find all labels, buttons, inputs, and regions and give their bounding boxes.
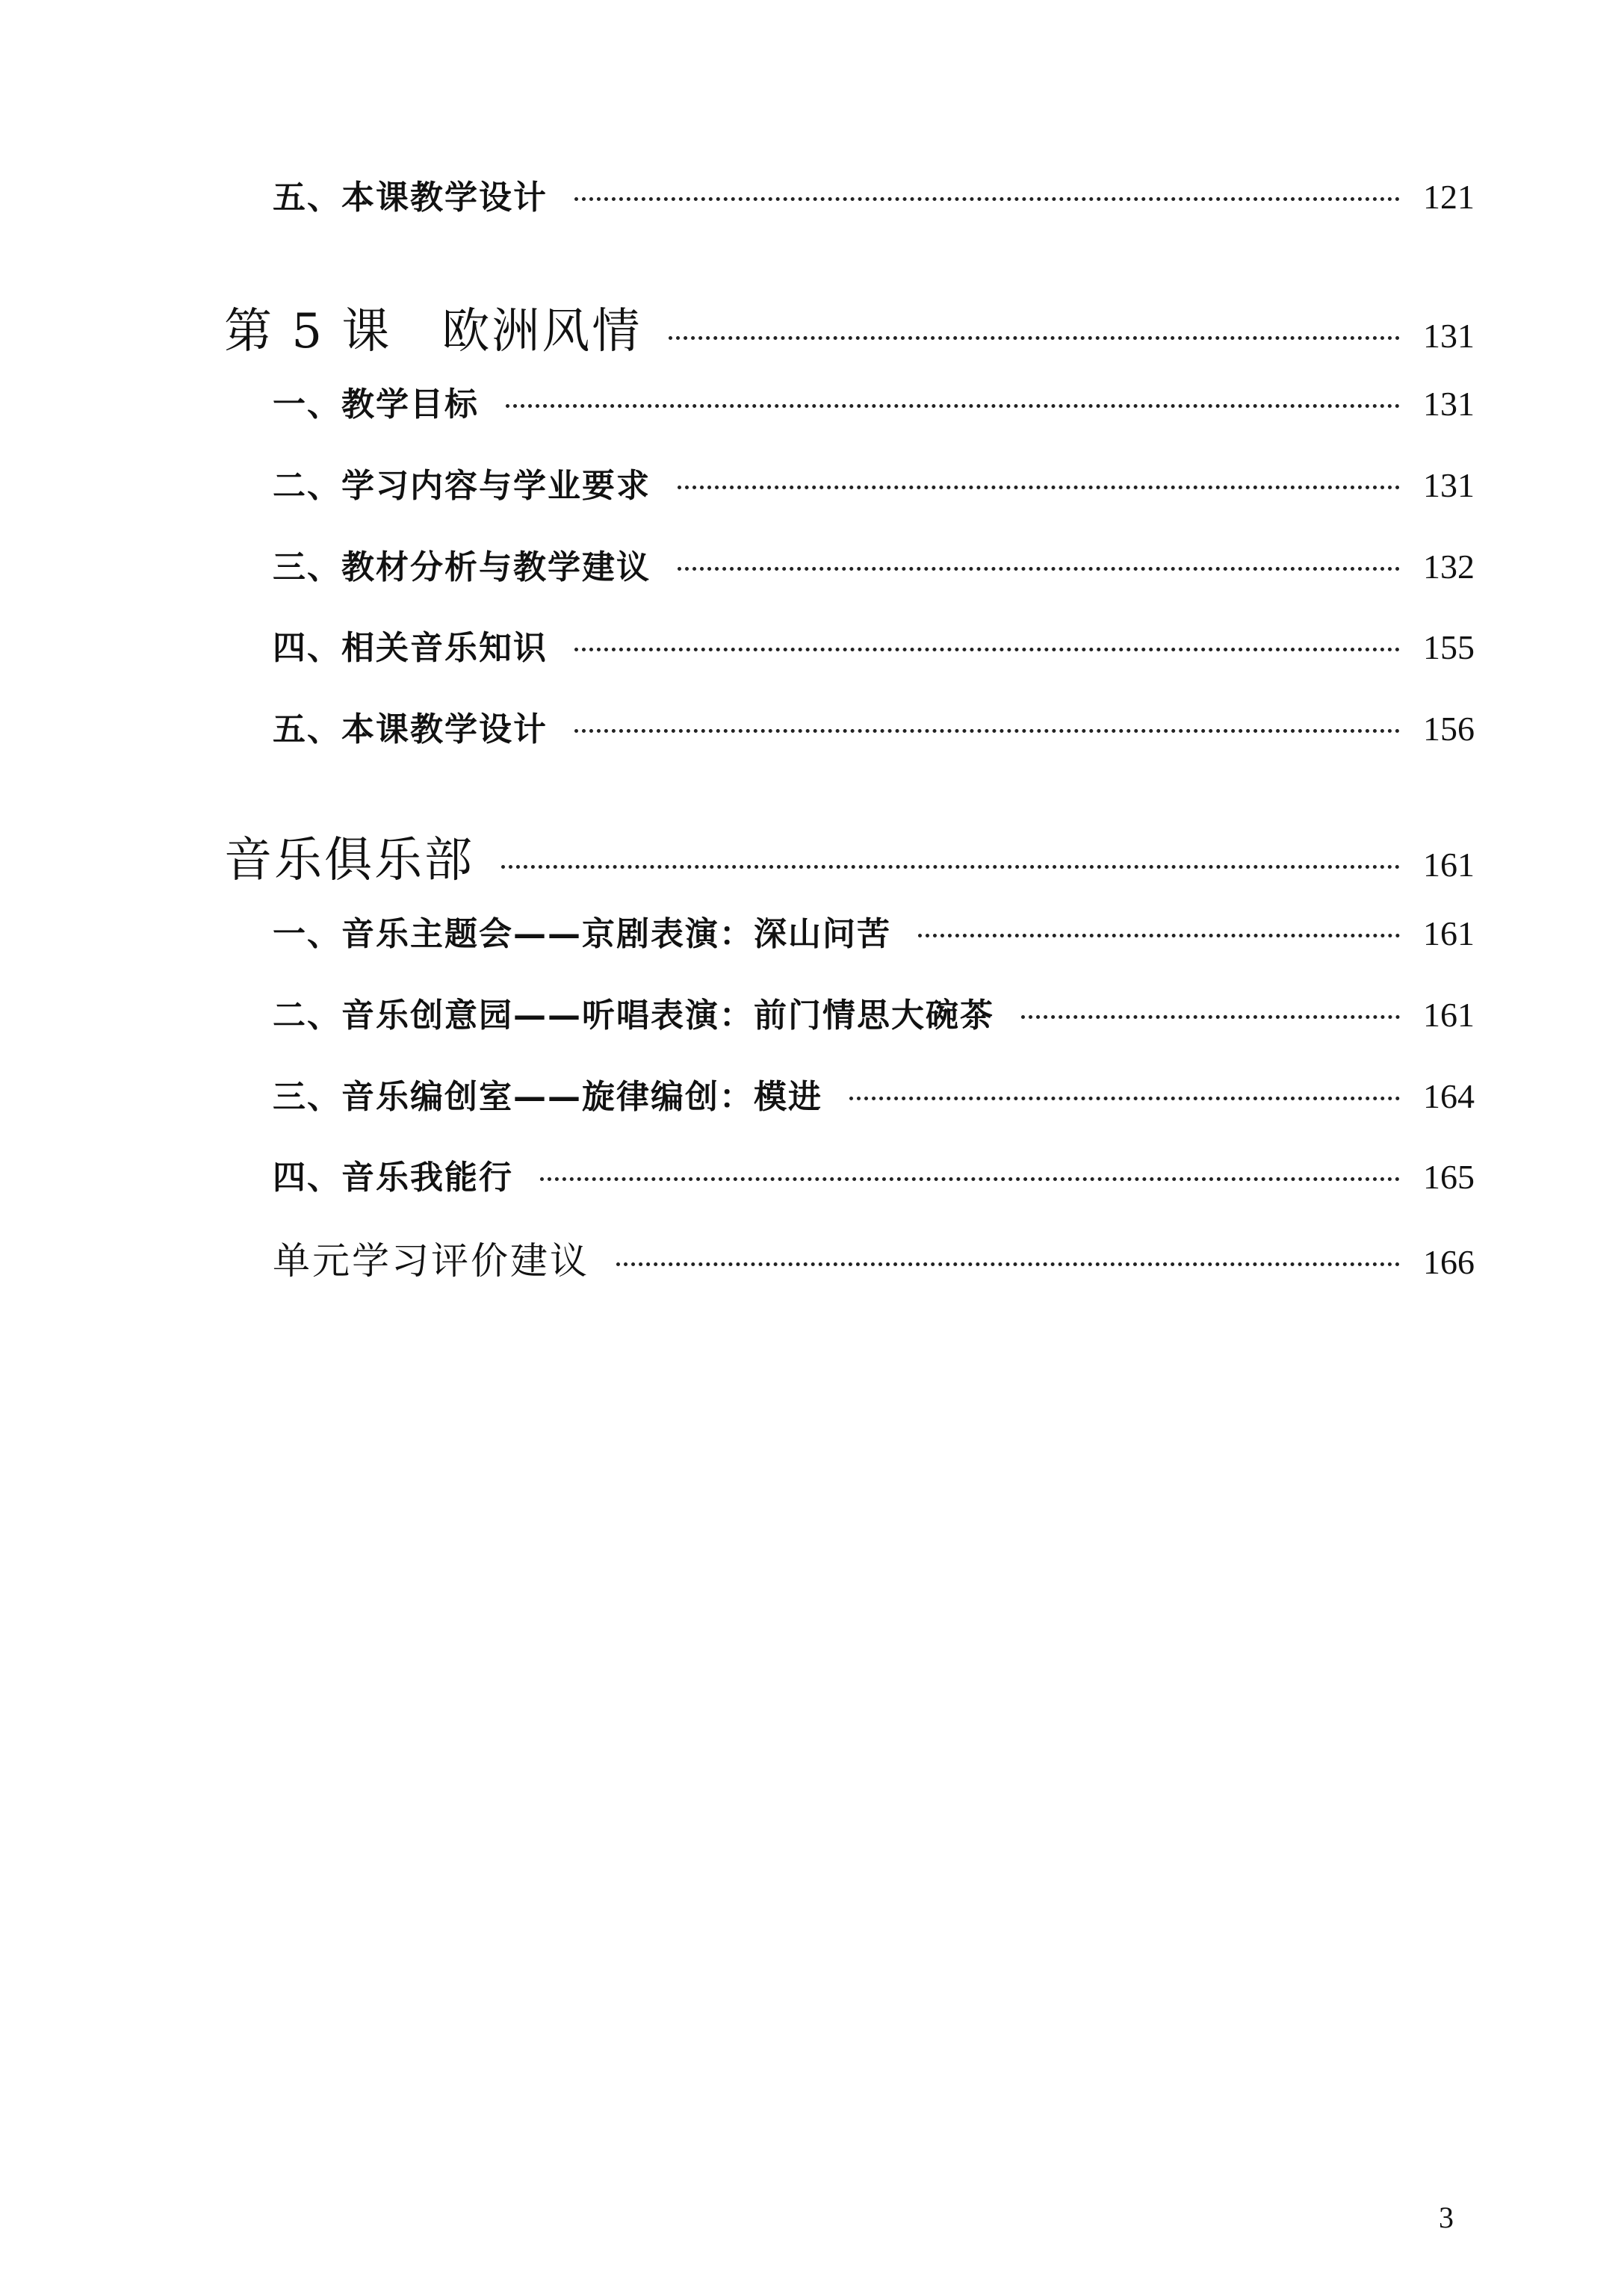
dot-leader [540, 1177, 1400, 1181]
dot-leader [678, 486, 1400, 489]
dot-leader [849, 1097, 1400, 1100]
dot-leader [574, 729, 1400, 733]
toc-entry-page: 156 [1423, 710, 1475, 748]
toc-entry-page: 161 [1423, 914, 1475, 952]
toc-entry-page: 166 [1423, 1243, 1475, 1281]
dot-leader [574, 648, 1400, 651]
dot-leader [678, 567, 1400, 571]
toc-entry-title: 五、本课教学设计 [273, 179, 548, 217]
toc-entry[interactable] [273, 1070, 1475, 1117]
toc-entry-page: 131 [1423, 317, 1475, 355]
toc-lesson-heading[interactable] [224, 293, 1475, 362]
toc-entry[interactable] [273, 988, 1475, 1036]
toc-entry[interactable] [273, 1231, 1475, 1285]
toc-entry-page: 164 [1423, 1077, 1475, 1115]
toc-entry[interactable] [273, 1150, 1475, 1198]
dot-leader [574, 197, 1400, 201]
page-number: 3 [1439, 2201, 1454, 2234]
toc-entry[interactable] [273, 459, 1475, 506]
dot-leader [501, 865, 1400, 869]
toc-entry[interactable] [273, 907, 1475, 955]
toc-entry-title: 三、音乐编创室——旋律编创：模进 [273, 1078, 822, 1116]
toc-entry-title: 四、音乐我能行 [273, 1159, 513, 1197]
toc-entry[interactable] [273, 702, 1475, 750]
dot-leader [1021, 1015, 1400, 1019]
toc-entry-title: 一、音乐主题会——京剧表演：深山问苦 [273, 915, 891, 953]
dot-leader [669, 336, 1400, 340]
toc-entry[interactable] [273, 540, 1475, 588]
dot-leader [918, 934, 1400, 937]
toc-entry-title: 二、音乐创意园——听唱表演：前门情思大碗茶 [273, 996, 994, 1035]
toc-entry-title: 五、本课教学设计 [273, 710, 548, 748]
toc-entry-title: 音乐俱乐部 [224, 833, 474, 888]
toc-entry-title: 三、教材分析与教学建议 [273, 548, 651, 586]
toc-entry[interactable] [273, 170, 1475, 218]
toc-entry-page: 131 [1423, 466, 1475, 504]
toc-entry-page: 161 [1423, 846, 1475, 884]
toc-entry-page: 121 [1423, 178, 1475, 216]
toc-entry-title: 第 5 课 欧洲风情 [224, 304, 642, 359]
toc-entry-title: 四、相关音乐知识 [273, 629, 548, 667]
toc-section-heading[interactable] [224, 822, 1475, 890]
toc-entry-page: 155 [1423, 628, 1475, 666]
toc-entry-title: 二、学习内容与学业要求 [273, 467, 651, 505]
toc-entry-title: 单元学习评价建议 [273, 1239, 589, 1283]
dot-leader [506, 404, 1400, 408]
toc-entry-page: 165 [1423, 1158, 1475, 1196]
dot-leader [616, 1262, 1400, 1266]
toc-entry-page: 132 [1423, 548, 1475, 586]
toc-entry-page: 161 [1423, 996, 1475, 1034]
toc-entry-page: 131 [1423, 385, 1475, 423]
toc-entry[interactable] [273, 377, 1475, 425]
toc-entry-title: 一、教学目标 [273, 385, 479, 424]
toc-entry[interactable] [273, 621, 1475, 669]
